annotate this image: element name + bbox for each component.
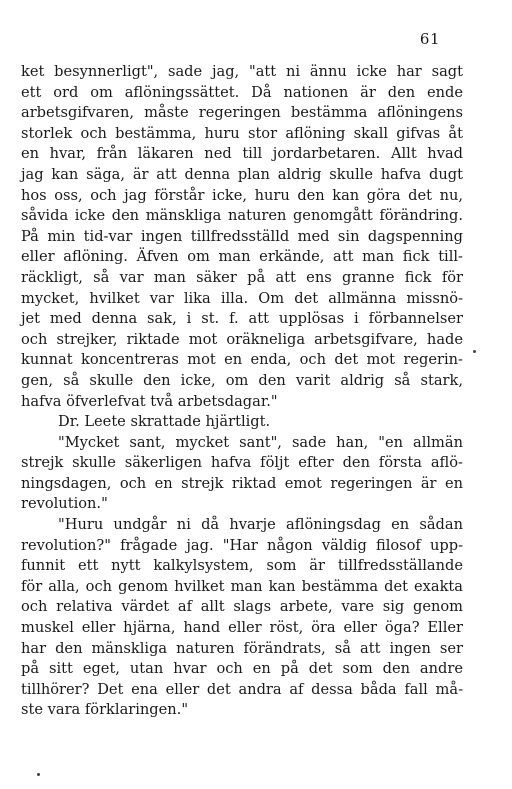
- text-line: jet med denna sak, i st. f. att upplösas i förbannelser: [21, 310, 463, 328]
- text-line: ste vara förklaringen.": [21, 701, 189, 719]
- text-line: har den mänskliga naturen förändrats, så att ingen ser: [21, 639, 463, 657]
- text-line: "Huru undgår ni då hvarje aflöningsdag en sådan: [58, 516, 463, 534]
- text-line: revolution.": [21, 495, 108, 513]
- text-line: arbetsgifvaren, måste regeringen bestämma aflöningens: [21, 104, 463, 122]
- text-line: för alla, och genom hvilket man kan bestämma det exakta: [21, 577, 463, 595]
- text-line: kunnat koncentreras mot en enda, och det mot regerin-: [21, 351, 463, 369]
- text-line: strejk skulle säkerligen hafva följt efter den första aflö-: [21, 454, 463, 472]
- margin-speck: [37, 773, 40, 776]
- text-line: mycket, hvilket var lika illa. Om det allmänna missnö-: [21, 289, 463, 307]
- text-line: tillhörer? Det ena eller det andra af dessa båda fall må-: [21, 680, 463, 698]
- text-line: muskel eller hjärna, hand eller röst, öra eller öga? Eller: [21, 619, 463, 637]
- text-line: eller aflöning. Äfven om man erkände, att man fick till-: [21, 248, 463, 266]
- text-line: och relativa värdet af allt slags arbete, vare sig genom: [21, 598, 463, 616]
- text-line: och strejker, riktade mot oräkneliga arbetsgifvare, hade: [21, 330, 463, 348]
- text-line: en hvar, från läkaren ned till jordarbetaren. Allt hvad: [21, 145, 463, 163]
- text-line: revolution?" frågade jag. "Har någon väldig filosof upp-: [21, 536, 463, 554]
- text-line: räckligt, så var man säker på att ens granne fick för: [21, 268, 463, 286]
- text-line: ningsdagen, och en strejk riktad emot regeringen är en: [21, 474, 463, 492]
- text-line: på sitt eget, utan hvar och en på det som den andre: [21, 660, 463, 678]
- text-line: ket besynnerligt", sade jag, "att ni ännu icke har sagt: [21, 63, 463, 80]
- text-line: hafva öfverlefvat två arbetsdagar.": [21, 392, 278, 410]
- margin-speck: [473, 350, 476, 353]
- text-line: såvida icke den mänskliga naturen genomgått förändring.: [21, 207, 463, 225]
- body-text: [21, 62, 463, 721]
- text-line: hos oss, och jag förstår icke, huru den kan göra det nu,: [21, 186, 463, 204]
- text-line: storlek och bestämma, huru stor aflöning skall gifvas åt: [21, 124, 463, 142]
- text-line: ett ord om aflöningssättet. Då nationen är den ende: [21, 83, 463, 101]
- text-line: funnit ett nytt kalkylsystem, som är tillfredsställande: [21, 557, 463, 575]
- page-number: 61: [419, 30, 440, 48]
- text-line: gen, så skulle den icke, om den varit aldrig så stark,: [21, 371, 463, 389]
- text-line: jag kan säga, är att denna plan aldrig skulle hafva dugt: [21, 165, 463, 183]
- text-line: Dr. Leete skrattade hjärtligt.: [58, 413, 271, 431]
- text-line: "Mycket sant, mycket sant", sade han, "en allmän: [58, 433, 463, 451]
- text-line: På min tid-var ingen tillfredsställd med sin dagspenning: [21, 227, 463, 245]
